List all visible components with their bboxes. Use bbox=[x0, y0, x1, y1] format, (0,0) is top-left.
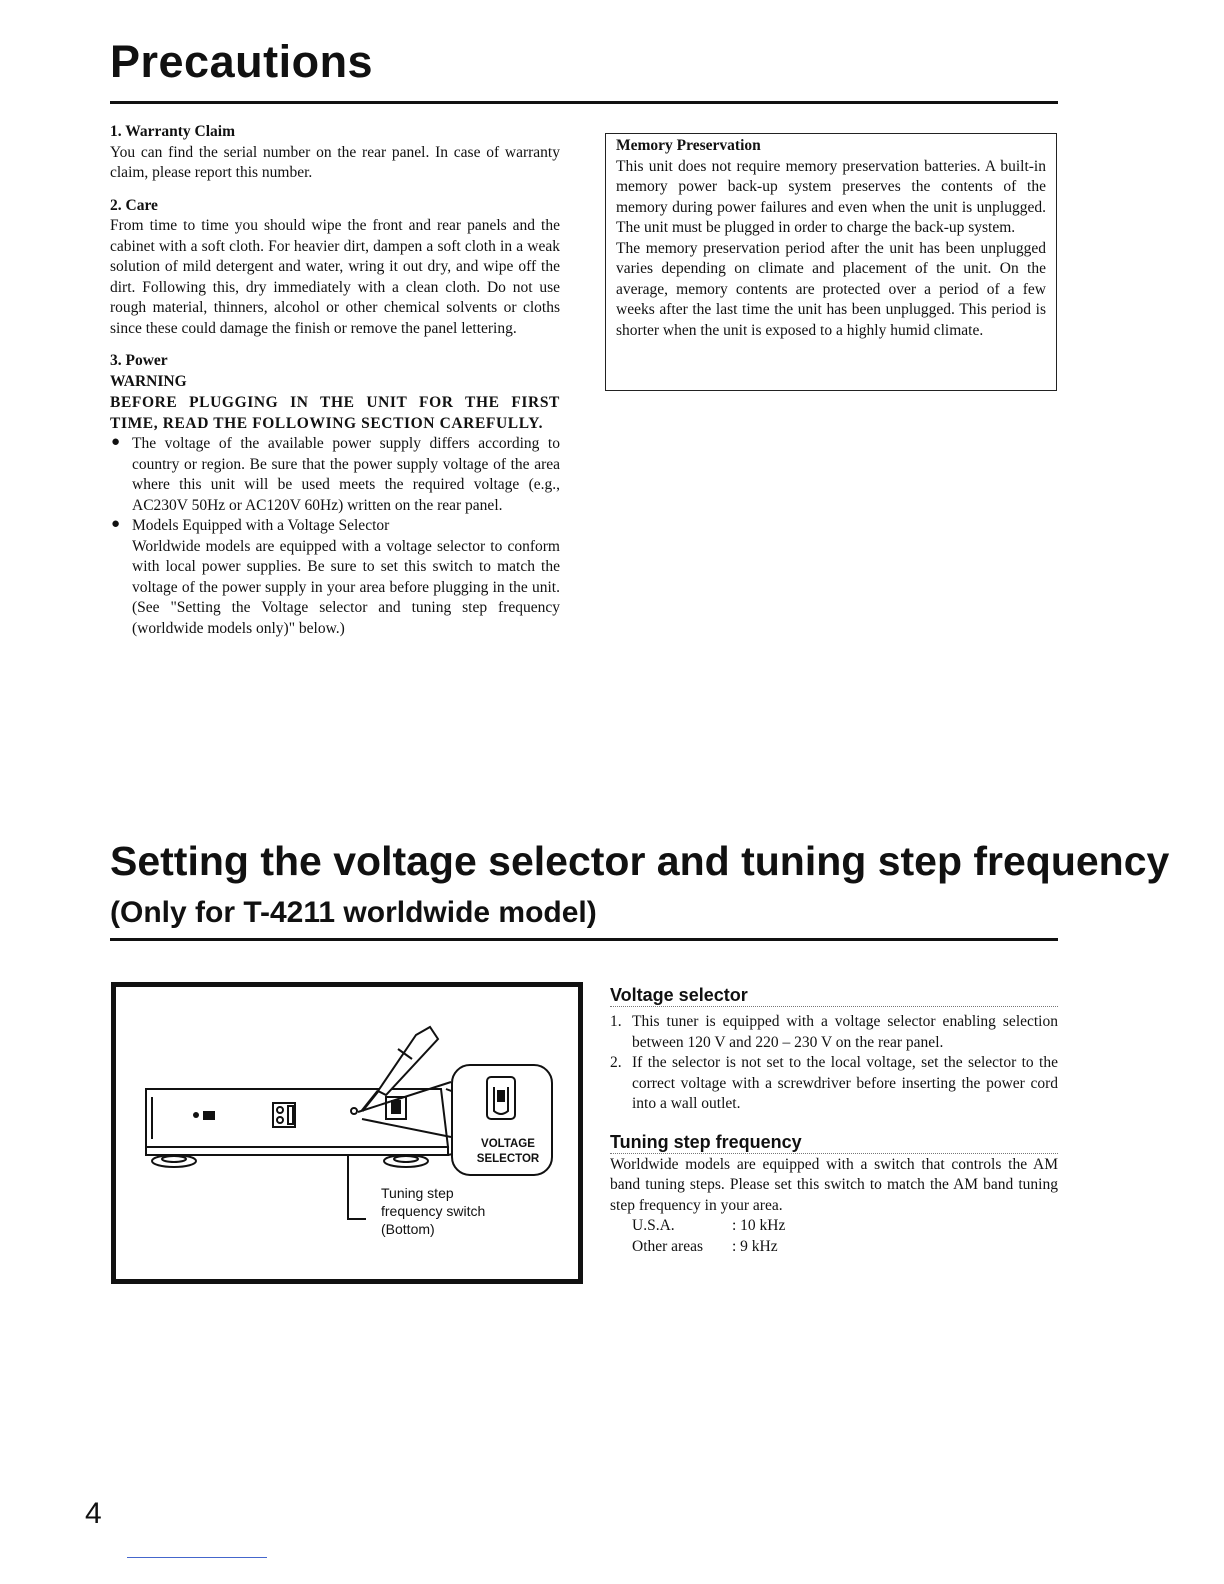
memory-paragraph-1: This unit does not require memory preservation batteries. A built-in memory power back-up system preserves the contents of the memory during power failures and even when the unit is unplugged. The unit must be plugged in order to charge the back-up system. bbox=[616, 157, 1046, 236]
tuner-drawing bbox=[116, 987, 578, 1279]
tuning-step-label: Tuning step frequency switch (Bottom) bbox=[381, 1185, 486, 1237]
frequency-value: : 10 kHz bbox=[732, 1217, 786, 1234]
power-bullets bbox=[110, 434, 560, 639]
power-bullet-title: Models Equipped with a Voltage Selector bbox=[132, 517, 390, 534]
section-title bbox=[110, 838, 1224, 936]
voltage-step bbox=[610, 1053, 1058, 1115]
memory-preservation-box bbox=[605, 133, 1057, 391]
care-section bbox=[110, 196, 560, 340]
voltage-selector-steps bbox=[610, 1012, 1058, 1115]
power-bullet bbox=[110, 434, 560, 516]
frequency-region: Other areas bbox=[632, 1237, 703, 1255]
care-heading: 2. Care bbox=[110, 196, 158, 214]
power-bullet bbox=[110, 516, 560, 639]
page-number: 4 bbox=[85, 1497, 102, 1530]
title-rule bbox=[110, 101, 1058, 104]
tuner-feet bbox=[152, 1155, 428, 1167]
bullet-icon: ● bbox=[111, 516, 121, 532]
antenna-terminal-icon bbox=[193, 1111, 215, 1120]
power-bullet-text: The voltage of the available power supply differs according to country or region. Be sure that the power supply voltage of the area where this unit will be used meets the required voltage (e.g., AC230V 50Hz or AC120V 60Hz) written on the rear panel. bbox=[132, 435, 560, 514]
warning-text: BEFORE PLUGGING IN THE UNIT FOR THE FIRST TIME, READ THE FOLLOWING SECTION CAREFULLY. bbox=[110, 394, 560, 432]
step-number: 1. bbox=[610, 1013, 622, 1030]
step-text: If the selector is not set to the local voltage, set the selector to the correct voltage with a screwdriver before inserting the power cord into a wall outlet. bbox=[632, 1054, 1058, 1112]
tuning-step-heading: Tuning step frequency bbox=[610, 1129, 1058, 1155]
frequency-region: U.S.A. bbox=[632, 1217, 675, 1234]
tuner-diagram bbox=[111, 982, 583, 1284]
setting-right-column bbox=[610, 982, 1058, 1257]
power-bullet-text: Worldwide models are equipped with a voltage selector to conform with local power supplies. Be sure to set this switch to match the voltage of the power supply in your area before plugging in the unit. (See "Setting the Voltage selector and tuning step frequency (worldwide models only)" below.) bbox=[132, 537, 560, 637]
voltage-step bbox=[610, 1012, 1058, 1053]
power-section bbox=[110, 351, 560, 639]
frequency-row bbox=[632, 1216, 1058, 1237]
voltage-selector-label: VOLTAGE SELECTOR bbox=[476, 1138, 540, 1165]
frequency-value: : 9 kHz bbox=[732, 1237, 778, 1255]
warranty-heading: 1. Warranty Claim bbox=[110, 123, 235, 140]
tuner-body bbox=[146, 1089, 462, 1155]
scan-noise bbox=[610, 1002, 1058, 1007]
bullet-icon: ● bbox=[111, 434, 121, 450]
callout-lines bbox=[358, 1082, 451, 1137]
tuning-step-text: Worldwide models are equipped with a switch that controls the AM band tuning steps. Please set this switch to match the AM band tuning step frequency in your area. bbox=[610, 1155, 1058, 1214]
bottom-rule bbox=[127, 1557, 267, 1558]
warranty-text: You can find the serial number on the rear panel. In case of warranty claim, please report this number. bbox=[110, 143, 560, 181]
output-jacks-icon bbox=[273, 1103, 295, 1127]
scan-noise bbox=[610, 1149, 1058, 1154]
precautions-left-column bbox=[110, 122, 560, 651]
memory-heading: Memory Preservation bbox=[616, 137, 761, 154]
section-rule bbox=[110, 938, 1058, 941]
page-title: Precautions bbox=[110, 36, 374, 87]
voltage-selector-heading: Voltage selector bbox=[610, 982, 1058, 1008]
warning-heading: WARNING bbox=[110, 372, 187, 390]
section-title-main: Setting the voltage selector and tuning step frequency bbox=[110, 838, 1170, 884]
power-heading: 3. Power bbox=[110, 352, 168, 369]
section-title-sub: (Only for T-4211 worldwide model) bbox=[110, 896, 597, 929]
frequency-row bbox=[632, 1237, 1058, 1258]
care-text: From time to time you should wipe the front and rear panels and the cabinet with a soft cloth. For heavier dirt, dampen a soft cloth in a weak solution of mild detergent and water, wring it out dry, and wipe off the dirt. Following this, dry immediately with a clean cloth. Do not use rough material, thinners, alcohol or other chemical solvents or cloths since these could damage the finish or remove the panel lettering. bbox=[110, 217, 560, 337]
memory-paragraph-2: The memory preservation period after the unit has been unplugged varies depending on climate and placement of the unit. On the average, memory contents are protected over a period of a few weeks after the last time the unit has been unplugged. This period is shorter when the unit is exposed to a highly humid climate. bbox=[616, 239, 1046, 339]
warranty-section bbox=[110, 122, 560, 184]
tuning-switch-pointer bbox=[348, 1155, 366, 1219]
step-number: 2. bbox=[610, 1054, 622, 1071]
voltage-switch bbox=[351, 1097, 406, 1119]
step-text: This tuner is equipped with a voltage selector enabling selection between 120 V and 220 – 230 V on the rear panel. bbox=[632, 1013, 1058, 1051]
